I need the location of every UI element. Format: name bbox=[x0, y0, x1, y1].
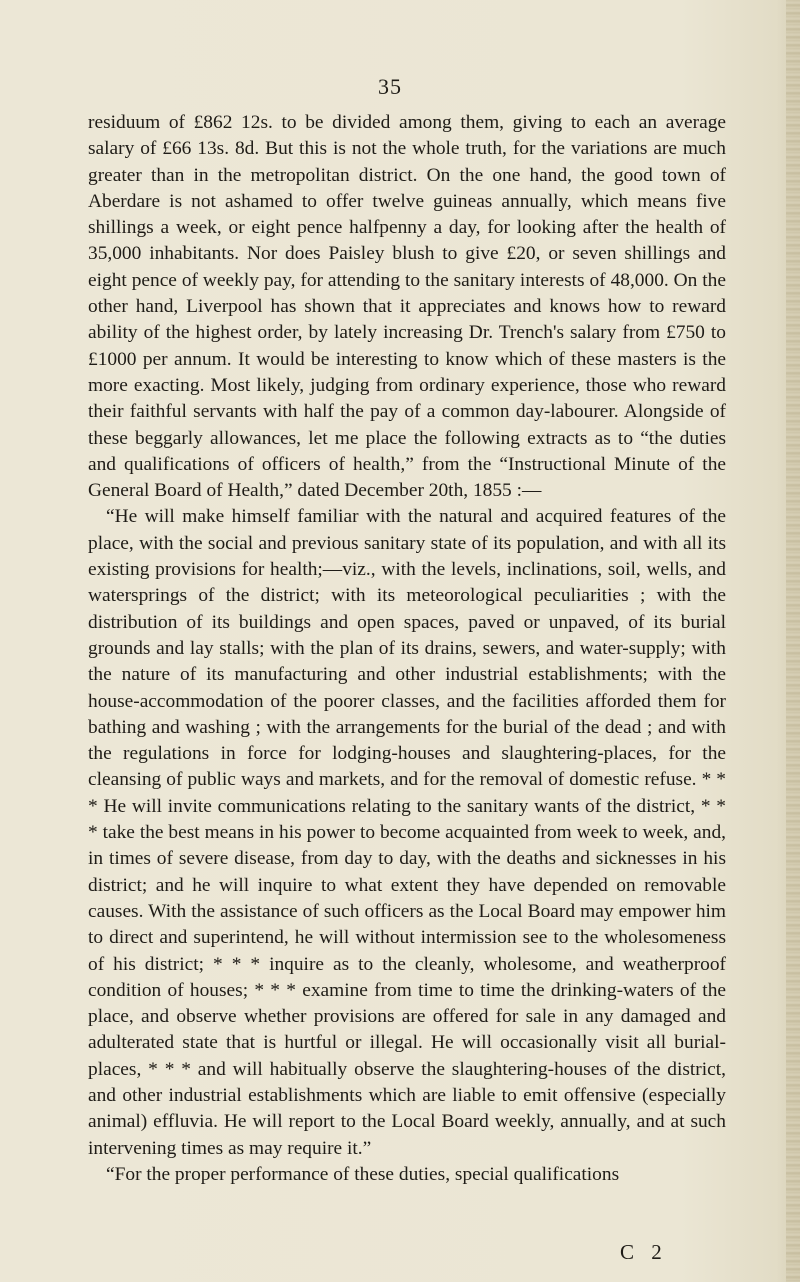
page-body bbox=[88, 110, 726, 1188]
signature-mark: C 2 bbox=[620, 1240, 668, 1264]
paragraph-salaries: residuum of £862 12s. to be divided among them, giving to each an average salary of £66 13s. 8d. But this is not the whole truth, for the variations are much greater than in the metropolitan district. On the one hand, the good town of Aberdare is not ashamed to offer twelve guineas annually, which means five shillings a week, or eight pence halfpenny a day, for looking after the health of 35,000 inhabitants. Nor does Paisley blush to give £20, or seven shillings and eight pence of weekly pay, for attending to the sanitary interests of 48,000. On the other hand, Liverpool has shown that it appreciates and knows how to reward ability of the highest order, by lately increasing Dr. Trench's salary from £750 to £1000 per annum. It would be interesting to know which of these masters is the more exacting. Most likely, judging from ordinary experience, those who reward their faithful servants with half the pay of a common day-labourer. Alongside of these beggarly allowances, let me place the following extracts as to “the duties and qualifications of officers of health,” from the “Instructional Minute of the General Board of Health,” dated December 20th, 1855 :— bbox=[88, 112, 726, 502]
page-number: 35 bbox=[378, 74, 402, 99]
paragraph-qualifications: “For the proper performance of these duties, special qualifications bbox=[106, 1163, 620, 1185]
paragraph-duties-quote: “He will make himself familiar with the natural and acquired features of the place, with the social and previous sanitary state of its population, and with all its existing provisions for health;—viz., with the levels, inclinations, soil, wells, and watersprings of the district; with its meteorological peculiarities ; with the distribution of its buildings and open spaces, paved or unpaved, of its burial grounds and lay stalls; with the plan of its drains, sewers, and water-supply; with the nature of its manufacturing and other industrial establishments; with the house-accommodation of the poorer classes, and the facilities afforded them for bathing and washing ; with the arrangements for the burial of the dead ; and with the regulations in force for lodging-houses and slaughtering-places, for the cleansing of public ways and markets, and for the removal of domestic refuse. * * * He will invite communications relating to the sanitary wants of the district, * * * take the best means in his power to become acquainted from week to week, and, in times of severe disease, from day to day, with the deaths and sicknesses in his district; and he will inquire to what extent they have depended on removable causes. With the assistance of such officers as the Local Board may empower him to direct and superintend, he will without intermission see to the wholesomeness of his district; * * * inquire as to the cleanly, wholesome, and weatherproof condition of houses; * * * examine from time to time the drinking-waters of the place, and observe whether provisions are offered for sale in any damaged and adulterated state that is hurtful or illegal. He will occasionally visit all burial-places, * * * and will habitually observe the slaughtering-houses of the district, and other industrial establishments which are liable to emit offensive (especially animal) effluvia. He will report to the Local Board weekly, annually, and at such intervening times as may require it.” bbox=[88, 506, 726, 1159]
page-edge bbox=[786, 0, 800, 1282]
